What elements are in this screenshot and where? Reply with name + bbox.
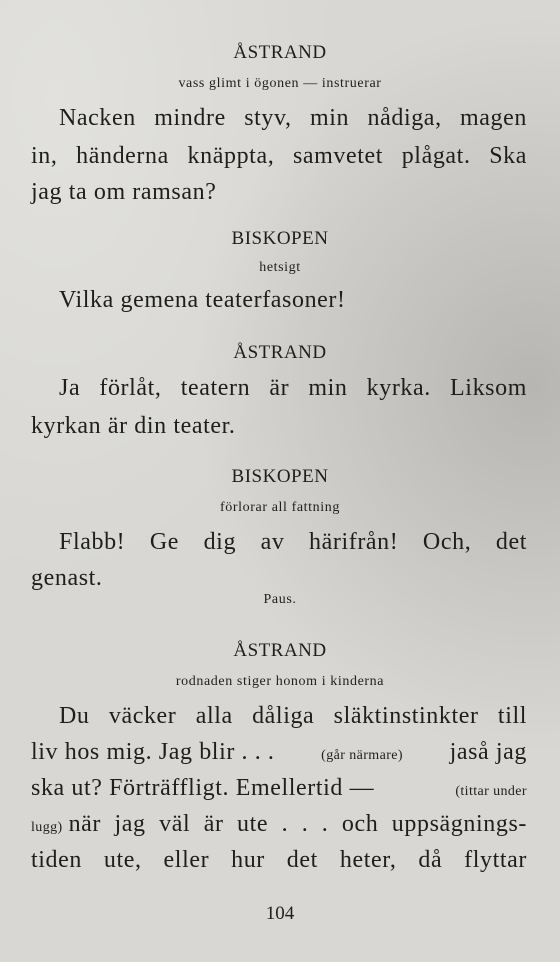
- inline-stage-direction: (går närmare): [321, 748, 403, 763]
- speech-line: genast.: [31, 565, 103, 591]
- page-number: 104: [265, 903, 295, 924]
- speech-line: [31, 740, 527, 768]
- stage-direction: hetsigt: [259, 260, 301, 275]
- speech-line: in, händerna knäppta, samvetet plågat. Ska: [31, 143, 527, 169]
- speech-line: Du väcker alla dåliga släktinstinkter till: [59, 703, 527, 729]
- speaker-name: ÅSTRAND: [233, 342, 327, 363]
- speaker-name: BISKOPEN: [231, 228, 329, 249]
- inline-stage-direction: (tittar under: [455, 784, 527, 799]
- speech-line: tiden ute, eller hur det heter, då flyttar: [31, 847, 527, 873]
- speaker-name: ÅSTRAND: [233, 42, 327, 63]
- speech-fragment: när jag väl är ute . . . och uppsägnings-: [68, 811, 527, 837]
- speech-line: [31, 776, 527, 804]
- speech-line: Nacken mindre styv, min nådiga, magen: [59, 105, 527, 131]
- speaker-name: BISKOPEN: [231, 466, 329, 487]
- speech-line: kyrkan är din teater.: [31, 413, 236, 439]
- speech-fragment: jaså jag: [449, 739, 527, 765]
- pause-direction: Paus.: [263, 592, 297, 607]
- stage-direction: rodnaden stiger honom i kinderna: [175, 674, 385, 689]
- speech-fragment: liv hos mig. Jag blir . . .: [31, 739, 275, 765]
- stage-direction: förlorar all fattning: [220, 500, 340, 515]
- speech-line: jag ta om ramsan?: [31, 179, 217, 205]
- speech-line: Ja förlåt, teatern är min kyrka. Liksom: [59, 375, 527, 401]
- speech-line: Vilka gemena teaterfasoner!: [59, 287, 346, 313]
- stage-direction: vass glimt i ögonen — instruerar: [178, 76, 382, 91]
- inline-stage-direction: lugg): [31, 820, 63, 835]
- speech-line: [31, 812, 527, 840]
- speech-fragment: ska ut? Förträffligt. Emellertid —: [31, 775, 375, 801]
- speech-line: Flabb! Ge dig av härifrån! Och, det: [59, 529, 527, 555]
- speaker-name: ÅSTRAND: [233, 640, 327, 661]
